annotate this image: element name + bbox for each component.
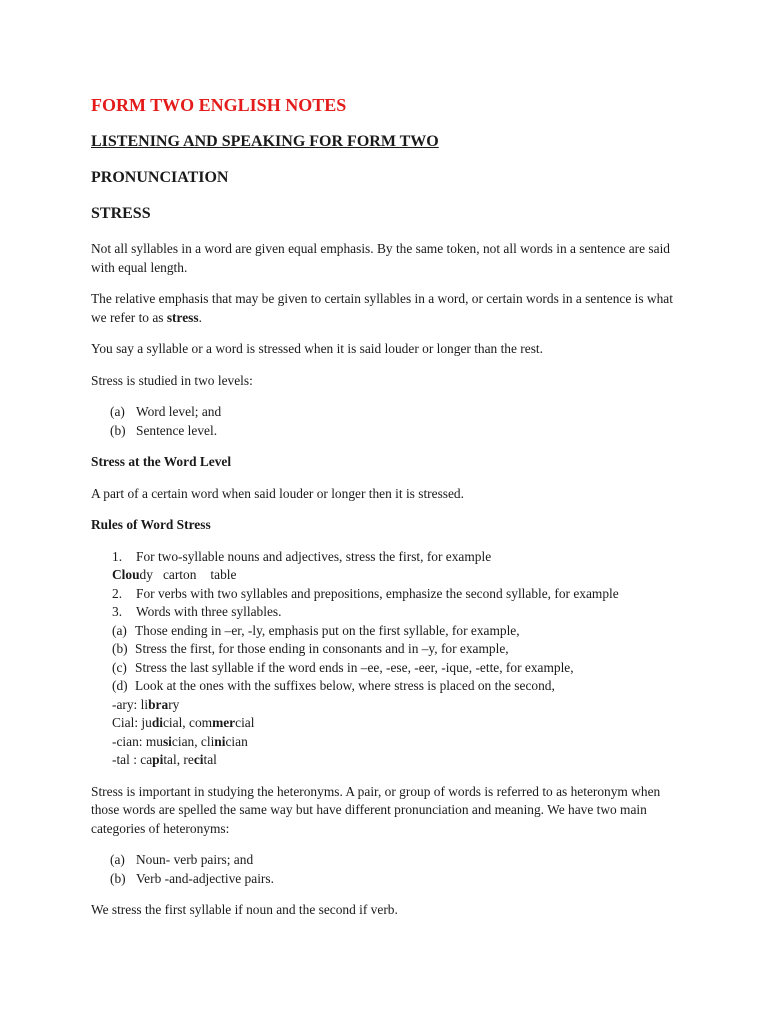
paragraph-levels-intro: Stress is studied in two levels: bbox=[91, 372, 253, 388]
example-rest: dy bbox=[139, 567, 153, 582]
paragraph-heteronyms: Stress is important in studying the heteronyms. A pair, or group of words is referred to as heteronym when those words are spelled the same way but have different pronunciation and meaning. We have two main categories of heteronyms: bbox=[91, 783, 661, 836]
suffix-label: -ary: bbox=[112, 696, 141, 712]
stressed-syllable: di bbox=[151, 715, 163, 730]
sub-rule-marker: (a) bbox=[112, 622, 127, 638]
rule-item bbox=[91, 603, 691, 622]
sub-rule-text: Look at the ones with the suffixes below, where stress is placed on the second, bbox=[135, 678, 555, 693]
subtopic-heading: STRESS bbox=[91, 205, 151, 222]
syllable: re bbox=[183, 752, 194, 767]
syllable: cli bbox=[200, 733, 215, 749]
list-item bbox=[91, 851, 691, 870]
syllable: cian bbox=[225, 733, 248, 749]
sub-rule-marker: (d) bbox=[112, 678, 128, 693]
paragraph-stressed: You say a syllable or a word is stressed when it is said louder or longer than the rest. bbox=[91, 341, 543, 356]
stressed-syllable: si bbox=[162, 733, 172, 749]
syllable: cial bbox=[235, 715, 255, 730]
list-marker: (b) bbox=[110, 870, 126, 886]
suffix-cian bbox=[91, 733, 691, 752]
stressed-syllable: ni bbox=[214, 733, 226, 749]
stressed-syllable: bra bbox=[148, 696, 169, 712]
term-stress: stress bbox=[166, 309, 199, 325]
syllable: ca bbox=[140, 752, 153, 767]
suffix-label: Cial: bbox=[112, 715, 142, 730]
list-item-text: Noun- verb pairs; and bbox=[136, 852, 254, 867]
list-item-text: Word level; and bbox=[136, 404, 222, 419]
document-title: FORM TWO ENGLISH NOTES bbox=[91, 95, 347, 115]
sub-rule-item bbox=[91, 622, 691, 641]
sub-rule-marker: (b) bbox=[112, 641, 128, 656]
definition-text: The relative emphasis that may be given to certain syllables in a word, or certain words in a sentence is what we refer to as bbox=[91, 291, 673, 325]
suffix-label: -cian: bbox=[112, 733, 146, 749]
definition-end: . bbox=[198, 309, 202, 325]
syllable: com bbox=[189, 715, 213, 730]
suffix-ary bbox=[91, 696, 691, 715]
section-heading: LISTENING AND SPEAKING FOR FORM TWO bbox=[91, 133, 439, 150]
topic-heading: PRONUNCIATION bbox=[91, 169, 229, 186]
rules-heading: Rules of Word Stress bbox=[91, 517, 211, 532]
syllable: ju bbox=[141, 715, 152, 730]
syllable: tal, bbox=[163, 752, 184, 767]
rule-item bbox=[91, 585, 691, 604]
levels-list bbox=[91, 403, 691, 440]
heteronyms-list bbox=[91, 851, 691, 888]
list-marker: (b) bbox=[110, 422, 126, 438]
rule-item bbox=[91, 548, 691, 567]
sub-rule-marker: (c) bbox=[112, 659, 127, 675]
syllable: cian, bbox=[171, 733, 201, 749]
sub-rule-item bbox=[91, 659, 691, 678]
stressed-syllable: ci bbox=[193, 752, 204, 767]
sub-rule-text: Stress the first, for those ending in consonants and in –y, for example, bbox=[135, 641, 509, 656]
example-word: carton bbox=[162, 567, 197, 582]
stressed-syllable: mer bbox=[212, 715, 236, 730]
list-item bbox=[91, 403, 691, 422]
paragraph-noun-verb-stress: We stress the first syllable if noun and the second if verb. bbox=[91, 902, 398, 917]
list-marker: (a) bbox=[110, 852, 125, 867]
rule-text: For two-syllable nouns and adjectives, stress the first, for example bbox=[136, 548, 492, 564]
syllable: mu bbox=[145, 733, 163, 749]
rule-number: 1. bbox=[112, 548, 123, 564]
syllable: cial, bbox=[162, 715, 190, 730]
rules-list bbox=[91, 548, 691, 770]
list-marker: (a) bbox=[110, 404, 125, 419]
list-item bbox=[91, 870, 691, 889]
stressed-syllable: pi bbox=[152, 752, 164, 767]
sub-rule-item bbox=[91, 677, 691, 696]
suffix-label: -tal : bbox=[112, 752, 141, 767]
example-word: table bbox=[210, 567, 237, 582]
paragraph-emphasis: Not all syllables in a word are given equal emphasis. By the same token, not all words in a sentence are said with equal length. bbox=[91, 241, 670, 275]
document-body bbox=[91, 94, 691, 933]
word-level-heading: Stress at the Word Level bbox=[91, 454, 232, 469]
list-item bbox=[91, 422, 691, 441]
sub-rule-text: Stress the last syllable if the word ends in –ee, -ese, -eer, -ique, -ette, for example, bbox=[135, 659, 574, 675]
rule-number: 3. bbox=[112, 604, 123, 619]
suffix-tal bbox=[91, 751, 691, 770]
list-item-text: Verb -and-adjective pairs. bbox=[136, 870, 274, 886]
syllable: li bbox=[140, 696, 149, 712]
rule-text: For verbs with two syllables and prepositions, emphasize the second syllable, for example bbox=[136, 585, 619, 601]
list-item-text: Sentence level. bbox=[136, 422, 218, 438]
rule-number: 2. bbox=[112, 585, 123, 601]
syllable: ry bbox=[168, 696, 180, 712]
rule-text: Words with three syllables. bbox=[136, 604, 282, 619]
sub-rule-item bbox=[91, 640, 691, 659]
example-stress: Clou bbox=[112, 567, 140, 582]
syllable: tal bbox=[203, 752, 217, 767]
rule-example bbox=[91, 566, 691, 585]
paragraph-definition bbox=[91, 290, 691, 327]
paragraph-word-level: A part of a certain word when said louder or longer then it is stressed. bbox=[91, 485, 464, 501]
suffix-cial bbox=[91, 714, 691, 733]
sub-rule-text: Those ending in –er, -ly, emphasis put on the first syllable, for example, bbox=[135, 622, 520, 638]
